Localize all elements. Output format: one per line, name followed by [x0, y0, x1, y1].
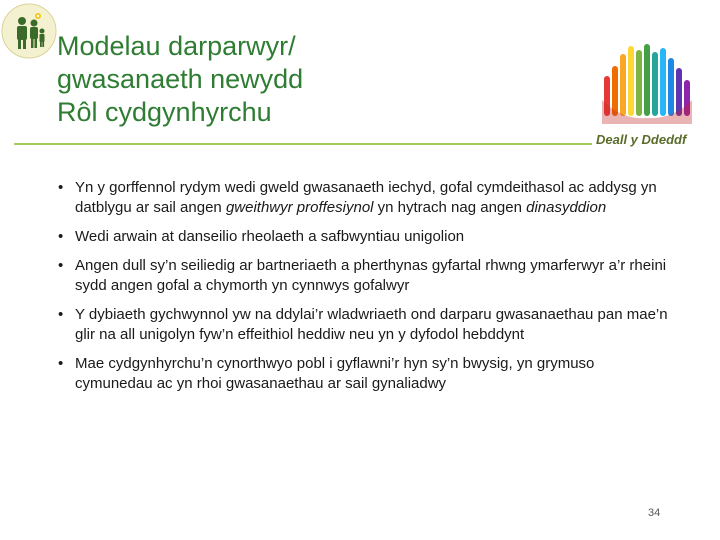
title-divider: [14, 143, 592, 145]
title-line-1: Modelau darparwyr/: [57, 31, 296, 61]
bullet-icon: •: [58, 257, 64, 274]
bullet-text: Y dybiaeth gychwynnol yw na ddylai’r wladwriaeth ond darparu gwasanaethau pan mae’n glir na all unigolyn fyw’n effeithiol heddiw neu yn y dyfodol hebddynt: [75, 306, 668, 343]
page-number: 34: [648, 507, 661, 519]
bullet-icon: •: [58, 228, 64, 245]
bullet-text-part: yn hytrach nag angen: [373, 199, 527, 216]
raised-hands-logo: [592, 40, 704, 152]
list-item: [58, 354, 668, 394]
title-line-3: Rôl cydgynhyrchu: [57, 97, 272, 127]
bullet-text: Angen dull sy’n seiliedig ar bartneriaeth a pherthynas gyfartal rhwng ymarferwyr a’r rheini sydd angen gofal a chymorth yn cynnwys gofalwyr: [75, 257, 667, 294]
list-item: [58, 305, 668, 345]
bullet-text: Mae cydgynhyrchu’n cynorthwyo pobl i gyflawni’r hyn sy’n bwysig, yn grymuso cymunedau ac yn rhoi gwasanaethau ar sail gynaliadwy: [75, 355, 595, 392]
bullet-emphasis: gweithwyr proffesiynol: [225, 199, 374, 216]
family-icon: [0, 2, 58, 60]
bullet-emphasis: dinasyddion: [526, 199, 607, 216]
list-item: [58, 256, 668, 296]
bullet-text-part: Yn y gorffennol rydym wedi gweld gwasanaeth iechyd, gofal cymdeithasol ac addysg yn datblygu ar sail angen: [75, 179, 657, 216]
brand-text: Deall y Ddeddf: [596, 132, 687, 147]
bullet-icon: •: [58, 306, 64, 323]
bullet-icon: •: [58, 179, 64, 196]
list-item: [58, 178, 668, 218]
page-title: [57, 30, 577, 129]
bullet-icon: •: [58, 355, 64, 372]
title-line-2: gwasanaeth newydd: [57, 64, 304, 94]
list-item: [58, 227, 668, 247]
bullet-list: [58, 178, 668, 403]
bullet-text: Wedi arwain at danseilio rheolaeth a safbwyntiau unigolion: [75, 228, 465, 245]
